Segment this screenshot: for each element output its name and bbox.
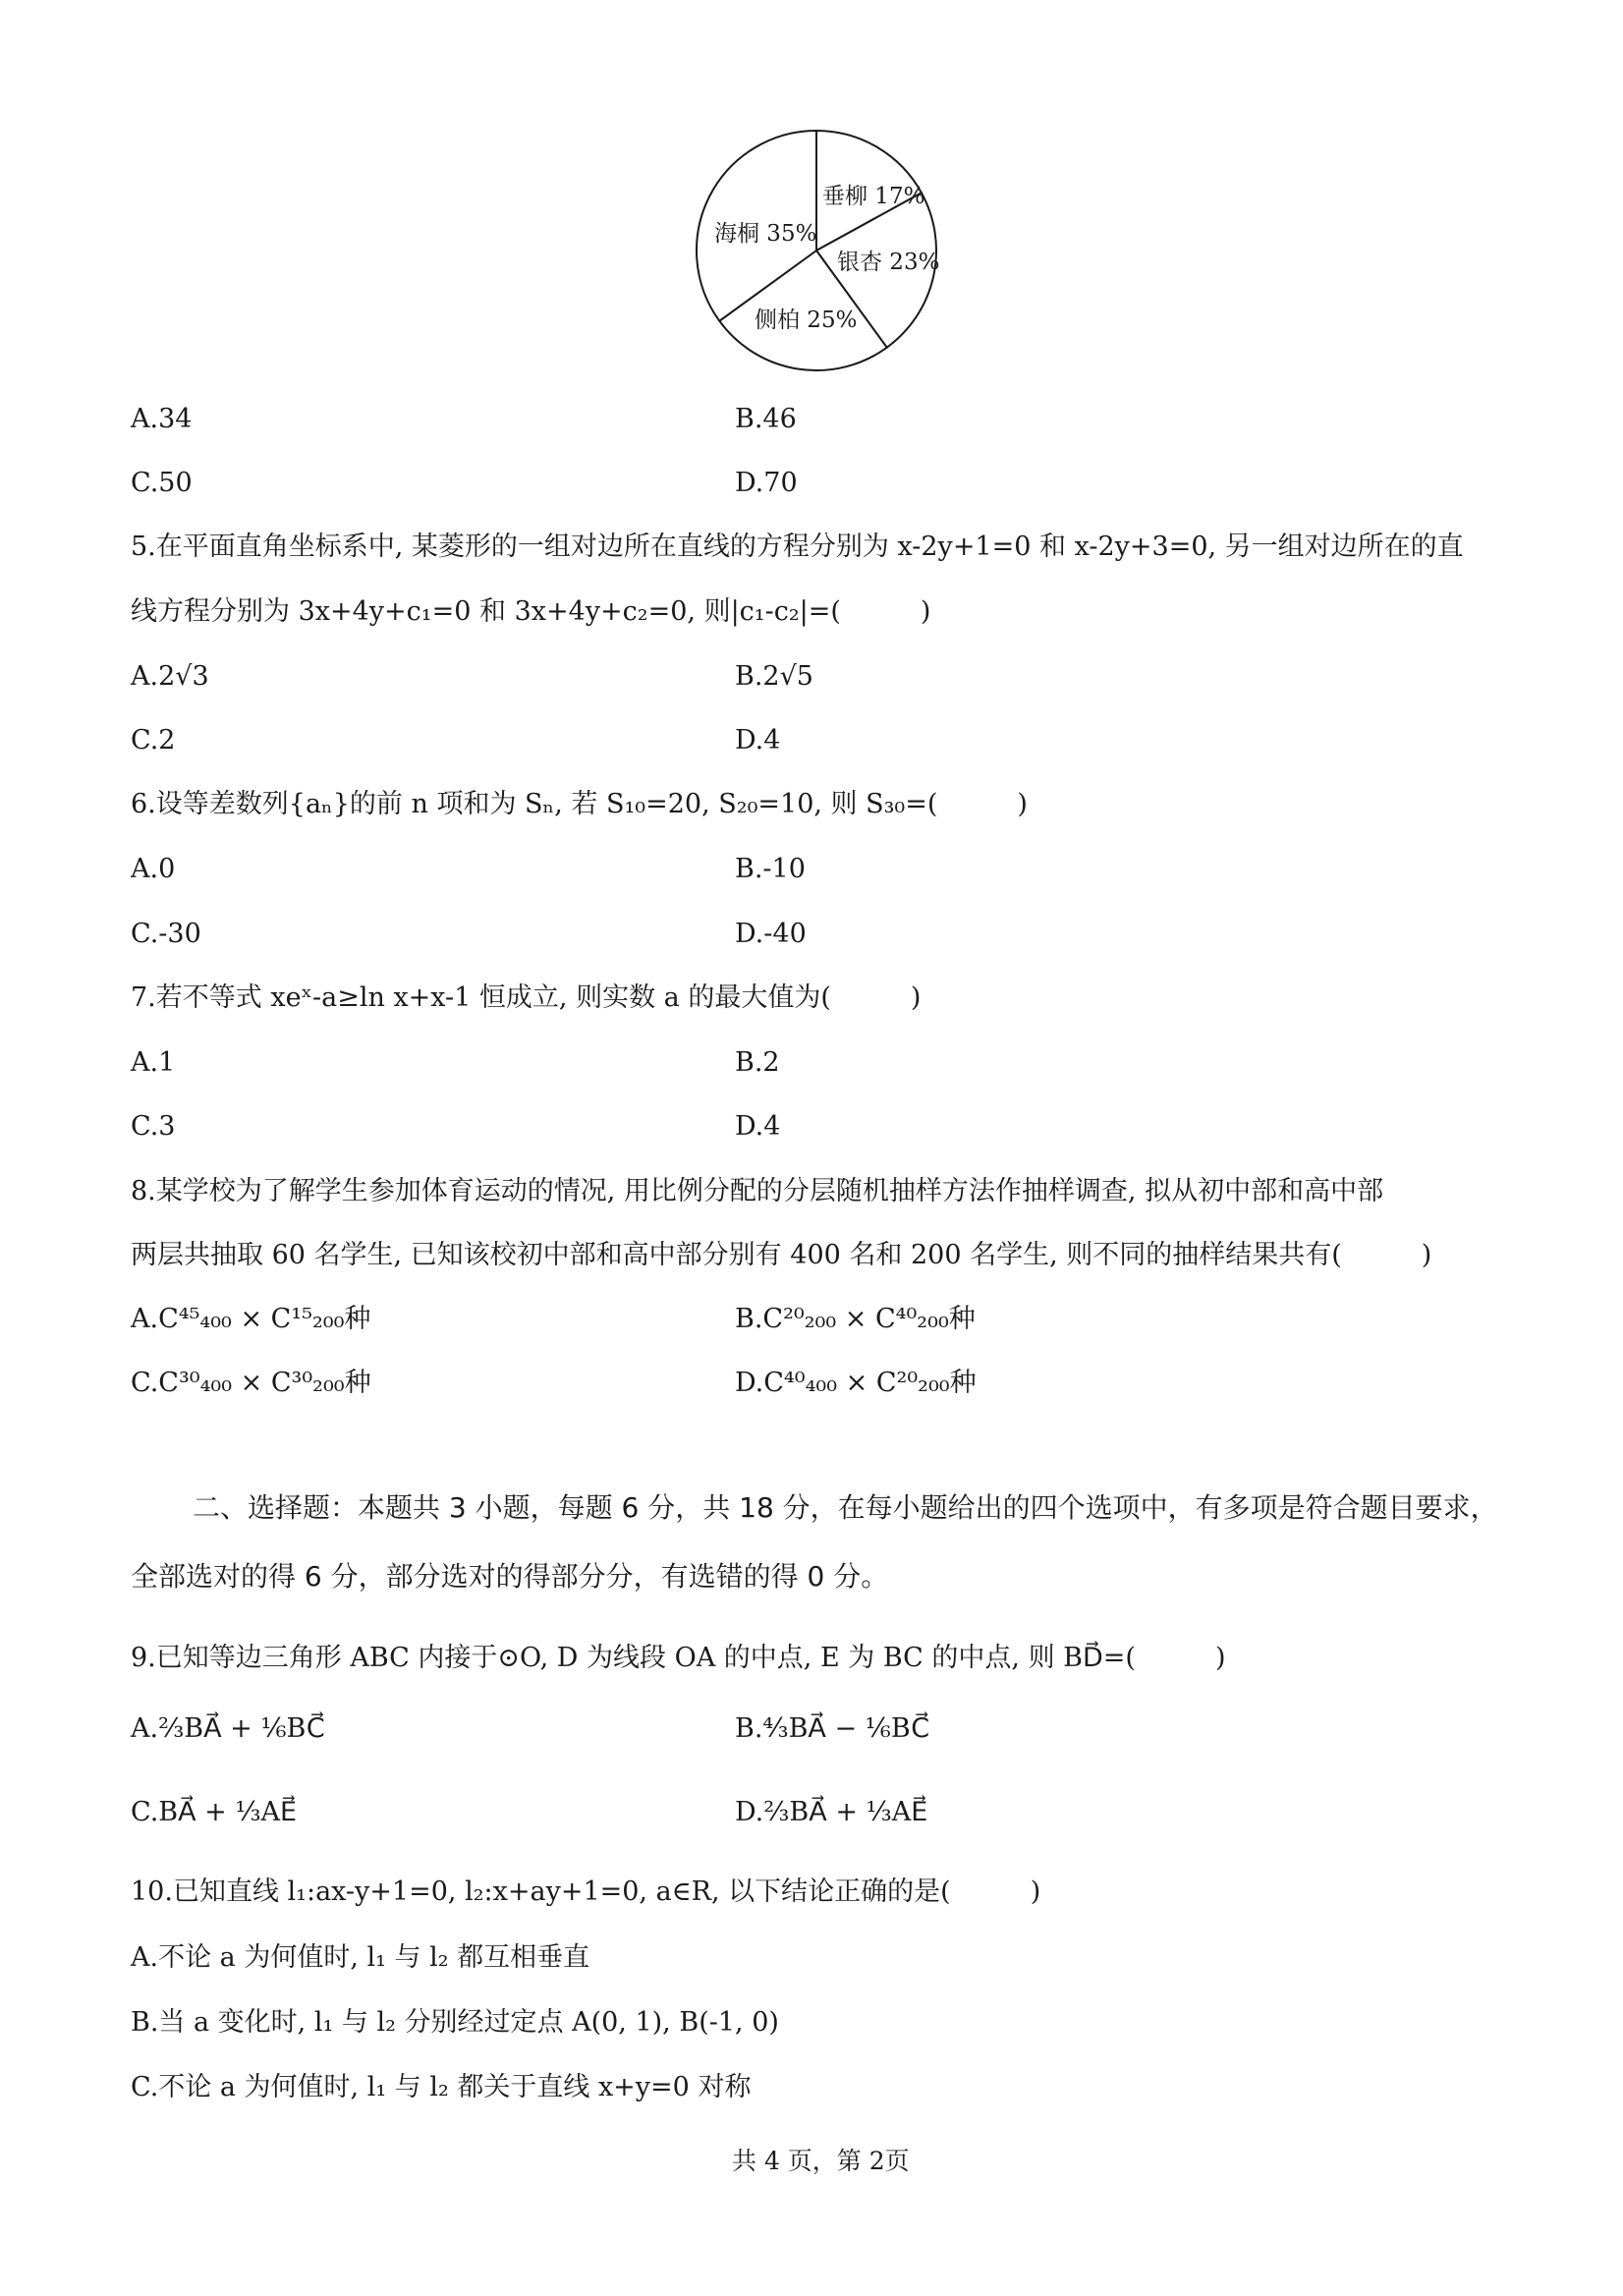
q7-option-b: B.2	[735, 1047, 780, 1078]
q5-option-d: D.4	[735, 725, 781, 756]
pie-label-oriental-arborvitae: 侧柏 25%	[755, 308, 858, 333]
q6-option-d: D.-40	[735, 919, 807, 949]
q6-option-c: C.-30	[131, 919, 201, 949]
q10-option-b: B.当 a 变化时, l₁ 与 l₂ 分别经过定点 A(0, 1), B(-1, 0)	[131, 2007, 779, 2038]
q5-stem-line1: 5.在平面直角坐标系中, 某菱形的一组对边所在直线的方程分别为 x-2y+1=0 和 x-2y+3=0, 另一组对边所在的直	[131, 532, 1464, 562]
q6-option-b: B.-10	[735, 854, 806, 884]
q4-option-b: B.46	[735, 404, 797, 434]
q4-option-c: C.50	[131, 468, 193, 498]
q9-option-a: A.⅔BA⃗ + ⅙BC⃗	[131, 1713, 325, 1744]
q4-option-a: A.34	[131, 404, 193, 434]
section2-instructions-line2: 全部选对的得 6 分，部分选对的得部分分，有选错的得 0 分。	[131, 1560, 889, 1593]
pie-label-ginkgo: 银杏 23%	[837, 250, 939, 275]
section2-instructions-line1: 二、选择题：本题共 3 小题，每题 6 分，共 18 分，在每小题给出的四个选项中，有多项是符合题目要求，	[193, 1491, 1498, 1524]
q10-option-c: C.不论 a 为何值时, l₁ 与 l₂ 都关于直线 x+y=0 对称	[131, 2072, 752, 2102]
q8-option-c: C.C³⁰₄₀₀ × C³⁰₂₀₀种	[131, 1368, 371, 1398]
q7-option-c: C.3	[131, 1111, 176, 1142]
q9-option-b: B.⁴⁄₃BA⃗ − ⅙BC⃗	[735, 1713, 930, 1744]
q9-stem: 9.已知等边三角形 ABC 内接于⊙O, D 为线段 OA 的中点, E 为 BC 的中点, 则 BD⃗=( )	[131, 1643, 1226, 1673]
q5-option-c: C.2	[131, 725, 176, 756]
q10-option-a: A.不论 a 为何值时, l₁ 与 l₂ 都互相垂直	[131, 1942, 590, 1973]
q5-option-b: B.2√5	[735, 661, 813, 692]
q7-option-d: D.4	[735, 1111, 781, 1142]
q8-stem-line2: 两层共抽取 60 名学生, 已知该校初中部和高中部分别有 400 名和 200 名学生, 则不同的抽样结果共有( )	[131, 1240, 1432, 1270]
q8-option-a: A.C⁴⁵₄₀₀ × C¹⁵₂₀₀种	[131, 1304, 371, 1334]
pie-label-weeping-willow: 垂柳 17%	[822, 184, 925, 209]
pie-chart	[694, 128, 939, 373]
q7-stem: 7.若不等式 xeˣ-a≥ln x+x-1 恒成立, 则实数 a 的最大值为( )	[131, 982, 922, 1013]
pie-label-pittosporum: 海桐 35%	[714, 221, 817, 247]
q6-stem: 6.设等差数列{aₙ}的前 n 项和为 Sₙ, 若 S₁₀=20, S₂₀=10, 则 S₃₀=( )	[131, 789, 1028, 819]
q8-stem-line1: 8.某学校为了解学生参加体育运动的情况, 用比例分配的分层随机抽样方法作抽样调查, 拟从初中部和高中部	[131, 1176, 1384, 1206]
q9-option-c: C.BA⃗ + ⅓AE⃗	[131, 1797, 298, 1827]
q7-option-a: A.1	[131, 1047, 176, 1078]
q4-option-d: D.70	[735, 468, 798, 498]
q6-option-a: A.0	[131, 854, 176, 884]
q5-stem-line2: 线方程分别为 3x+4y+c₁=0 和 3x+4y+c₂=0, 则|c₁-c₂|=( )	[131, 596, 931, 627]
q10-stem: 10.已知直线 l₁:ax-y+1=0, l₂:x+ay+1=0, a∈R, 以下结论正确的是( )	[131, 1876, 1041, 1907]
q8-option-b: B.C²⁰₂₀₀ × C⁴⁰₂₀₀种	[735, 1304, 976, 1334]
q8-option-d: D.C⁴⁰₄₀₀ × C²⁰₂₀₀种	[735, 1368, 977, 1398]
q5-option-a: A.2√3	[131, 661, 209, 692]
page-footer: 共 4 页，第 2页	[732, 2147, 910, 2175]
q9-option-d: D.⅔BA⃗ + ⅓AE⃗	[735, 1797, 928, 1827]
